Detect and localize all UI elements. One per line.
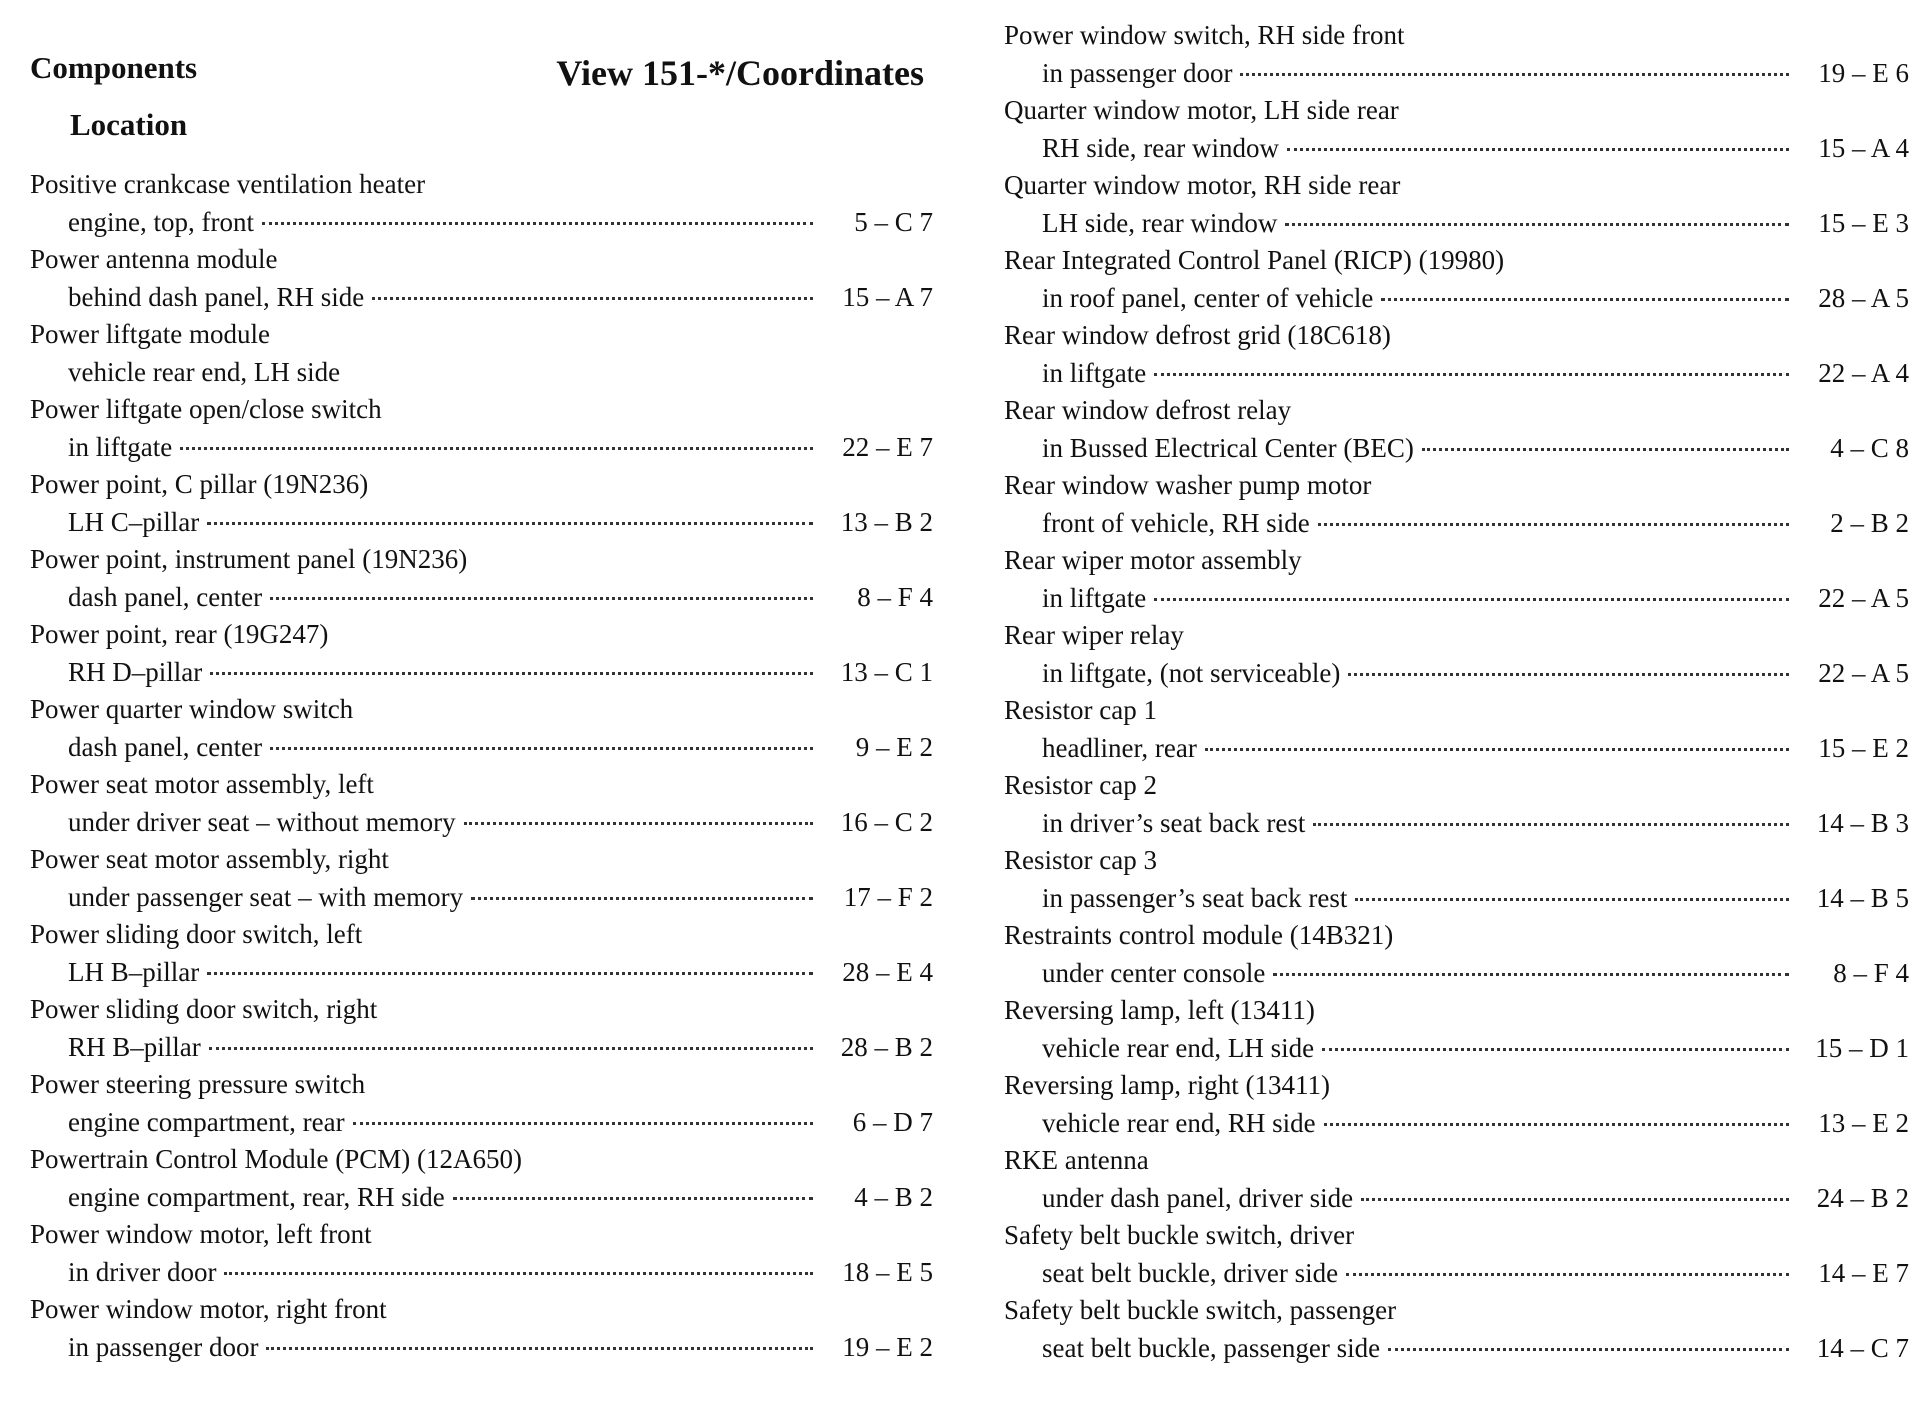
- component-location-row: [1004, 505, 1909, 543]
- component-location-row: [1004, 1030, 1909, 1068]
- component-entry: [30, 1066, 933, 1141]
- component-location-row: [1004, 1105, 1909, 1143]
- component-coordinate: 8 – F 4: [857, 581, 933, 612]
- component-location-row: [30, 1029, 933, 1067]
- component-location-row: [1004, 655, 1909, 693]
- component-location-row: [30, 504, 933, 542]
- component-location: RH side, rear window: [1042, 132, 1279, 163]
- component-coordinate: 13 – B 2: [840, 506, 933, 537]
- component-location: LH side, rear window: [1042, 207, 1278, 238]
- header-components: Components: [30, 50, 198, 85]
- component-name: Power liftgate open/close switch: [30, 394, 382, 424]
- component-name: Positive crankcase ventilation heater: [30, 169, 426, 199]
- component-coordinate: 22 – A 5: [1818, 582, 1909, 613]
- component-name: Power liftgate module: [30, 319, 270, 349]
- component-entry: [1004, 842, 1909, 917]
- component-entry: [1004, 692, 1909, 767]
- component-name: Power point, C pillar (19N236): [30, 469, 369, 499]
- dot-leader: [266, 1347, 813, 1350]
- component-location-row: [30, 204, 933, 242]
- component-entry: [1004, 1217, 1909, 1292]
- component-entry: [30, 166, 933, 241]
- component-entry: [1004, 467, 1909, 542]
- dot-leader: [353, 1122, 813, 1125]
- component-location: vehicle rear end, LH side: [1042, 1032, 1315, 1063]
- component-coordinate: 24 – B 2: [1816, 1182, 1909, 1213]
- component-entry: [1004, 392, 1909, 467]
- component-location: headliner, rear: [1042, 732, 1197, 763]
- component-entry: [30, 1141, 933, 1216]
- component-location: RH D–pillar: [68, 656, 203, 687]
- component-entry: [30, 541, 933, 616]
- component-location: in passenger’s seat back rest: [1042, 882, 1348, 913]
- right-column: [1004, 17, 1909, 1367]
- component-coordinate: 22 – A 4: [1818, 357, 1909, 388]
- component-entry: [1004, 167, 1909, 242]
- dot-leader: [1355, 898, 1789, 901]
- component-location-row: [1004, 280, 1909, 318]
- dot-leader: [372, 297, 813, 300]
- component-name: RKE antenna: [1004, 1145, 1149, 1175]
- component-entry: [30, 316, 933, 391]
- component-coordinate: 15 – E 2: [1818, 732, 1909, 763]
- component-coordinate: 14 – B 5: [1816, 882, 1909, 913]
- component-entry: [30, 766, 933, 841]
- component-coordinate: 22 – E 7: [842, 431, 933, 462]
- dot-leader: [1313, 823, 1789, 826]
- dot-leader: [1361, 1198, 1789, 1201]
- component-location: seat belt buckle, driver side: [1042, 1257, 1339, 1288]
- component-entry: [30, 916, 933, 991]
- component-coordinate: 14 – C 7: [1816, 1332, 1909, 1363]
- header-location: Location: [70, 107, 188, 142]
- component-location: dash panel, center: [68, 581, 263, 612]
- component-name: Power seat motor assembly, left: [30, 769, 374, 799]
- component-location-row: [1004, 880, 1909, 918]
- component-coordinate: 22 – A 5: [1818, 657, 1909, 688]
- component-name: Resistor cap 2: [1004, 770, 1157, 800]
- component-location: vehicle rear end, LH side: [68, 356, 341, 387]
- component-coordinate: 16 – C 2: [840, 806, 933, 837]
- component-location-row: [30, 579, 933, 617]
- component-name: Powertrain Control Module (PCM) (12A650): [30, 1144, 522, 1174]
- component-coordinate: 15 – E 3: [1818, 207, 1909, 238]
- component-location: engine compartment, rear: [68, 1106, 345, 1137]
- dot-leader: [1324, 1123, 1789, 1126]
- dot-leader: [262, 222, 813, 225]
- component-entry: [30, 691, 933, 766]
- component-name: Power window switch, RH side front: [1004, 20, 1405, 50]
- component-name: Resistor cap 1: [1004, 695, 1157, 725]
- component-coordinate: 9 – E 2: [855, 731, 933, 762]
- component-name: Quarter window motor, RH side rear: [1004, 170, 1401, 200]
- component-location: engine, top, front: [68, 206, 254, 237]
- dot-leader: [1422, 448, 1789, 451]
- component-location-row: [30, 954, 933, 992]
- component-name: Power window motor, right front: [30, 1294, 387, 1324]
- component-location: under driver seat – without memory: [68, 806, 456, 837]
- component-location: vehicle rear end, RH side: [1042, 1107, 1316, 1138]
- dot-leader: [1322, 1048, 1789, 1051]
- component-coordinate: 19 – E 2: [842, 1331, 933, 1362]
- dot-leader: [453, 1197, 813, 1200]
- component-location-row: [30, 1179, 933, 1217]
- dot-leader: [1205, 748, 1789, 751]
- component-name: Power point, instrument panel (19N236): [30, 544, 468, 574]
- dot-leader: [1240, 73, 1789, 76]
- component-entry: [1004, 1067, 1909, 1142]
- dot-leader: [1388, 1348, 1789, 1351]
- component-location: in Bussed Electrical Center (BEC): [1042, 432, 1414, 463]
- component-entry: [30, 841, 933, 916]
- component-name: Rear wiper motor assembly: [1004, 545, 1302, 575]
- component-location: dash panel, center: [68, 731, 263, 762]
- component-name: Reversing lamp, right (13411): [1004, 1070, 1330, 1100]
- dot-leader: [270, 597, 813, 600]
- left-column: [30, 166, 933, 1366]
- component-location: engine compartment, rear, RH side: [68, 1181, 445, 1212]
- component-coordinate: 14 – E 7: [1818, 1257, 1909, 1288]
- component-location: under passenger seat – with memory: [68, 881, 464, 912]
- component-location-row: [30, 1254, 933, 1292]
- component-location: in driver’s seat back rest: [1042, 807, 1306, 838]
- dot-leader: [1154, 598, 1789, 601]
- header-view-coordinates: View 151-*/Coordinates: [556, 53, 924, 93]
- dot-leader: [1346, 1273, 1789, 1276]
- component-location: in passenger door: [68, 1331, 259, 1362]
- component-coordinate: 28 – E 4: [842, 956, 933, 987]
- component-entry: [1004, 542, 1909, 617]
- dot-leader: [1154, 373, 1789, 376]
- component-location: seat belt buckle, passenger side: [1042, 1332, 1381, 1363]
- component-location-row: [1004, 730, 1909, 768]
- component-name: Power seat motor assembly, right: [30, 844, 389, 874]
- component-name: Power antenna module: [30, 244, 278, 274]
- dot-leader: [1348, 673, 1789, 676]
- component-name: Rear window defrost grid (18C618): [1004, 320, 1391, 350]
- component-name: Rear window washer pump motor: [1004, 470, 1372, 500]
- component-entry: [30, 241, 933, 316]
- component-location-row: [30, 804, 933, 842]
- component-name: Safety belt buckle switch, driver: [1004, 1220, 1355, 1250]
- component-entry: [30, 466, 933, 541]
- component-location-row: [1004, 55, 1909, 93]
- component-location-row: [30, 279, 933, 317]
- component-coordinate: 4 – B 2: [854, 1181, 933, 1212]
- component-entry: [1004, 92, 1909, 167]
- component-location-row: [1004, 805, 1909, 843]
- component-coordinate: 17 – F 2: [843, 881, 933, 912]
- component-name: Safety belt buckle switch, passenger: [1004, 1295, 1397, 1325]
- component-location: in liftgate, (not serviceable): [1042, 657, 1341, 688]
- component-entry: [30, 1291, 933, 1366]
- dot-leader: [471, 897, 813, 900]
- component-name: Rear Integrated Control Panel (RICP) (19980): [1004, 245, 1505, 275]
- component-location: LH B–pillar: [68, 956, 200, 987]
- component-name: Resistor cap 3: [1004, 845, 1157, 875]
- dot-leader: [210, 672, 813, 675]
- component-location-row: [1004, 1330, 1909, 1368]
- component-entry: [1004, 1142, 1909, 1217]
- component-location-row: [30, 879, 933, 917]
- component-location: under dash panel, driver side: [1042, 1182, 1354, 1213]
- component-location-row: [1004, 580, 1909, 618]
- component-entry: [1004, 767, 1909, 842]
- component-coordinate: 28 – A 5: [1818, 282, 1909, 313]
- component-coordinate: 13 – C 1: [840, 656, 933, 687]
- component-location-row: [1004, 430, 1909, 468]
- component-location: under center console: [1042, 957, 1266, 988]
- component-location: in liftgate: [1042, 357, 1147, 388]
- dot-leader: [207, 522, 813, 525]
- dot-leader: [209, 1047, 813, 1050]
- dot-leader: [1318, 523, 1789, 526]
- dot-leader: [1381, 298, 1789, 301]
- component-name: Power window motor, left front: [30, 1219, 372, 1249]
- component-location: front of vehicle, RH side: [1042, 507, 1310, 538]
- component-name: Rear window defrost relay: [1004, 395, 1292, 425]
- component-name: Power quarter window switch: [30, 694, 354, 724]
- dot-leader: [1273, 973, 1789, 976]
- component-location-row: [1004, 1255, 1909, 1293]
- component-location-row: [1004, 355, 1909, 393]
- dot-leader: [464, 822, 813, 825]
- component-coordinate: 14 – B 3: [1816, 807, 1909, 838]
- component-location: in passenger door: [1042, 57, 1233, 88]
- component-coordinate: 19 – E 6: [1818, 57, 1909, 88]
- component-coordinate: 15 – D 1: [1815, 1032, 1909, 1063]
- component-entry: [1004, 1292, 1909, 1367]
- component-location-row: [30, 729, 933, 767]
- component-location-row: [30, 1104, 933, 1142]
- dot-leader: [270, 747, 813, 750]
- component-name: Power point, rear (19G247): [30, 619, 329, 649]
- component-name: Quarter window motor, LH side rear: [1004, 95, 1399, 125]
- component-coordinate: 28 – B 2: [840, 1031, 933, 1062]
- dot-leader: [1287, 148, 1789, 151]
- component-location-row: [1004, 955, 1909, 993]
- component-location: in liftgate: [68, 431, 173, 462]
- component-location-row: [30, 354, 933, 392]
- component-coordinate: 6 – D 7: [852, 1106, 933, 1137]
- component-name: Power steering pressure switch: [30, 1069, 366, 1099]
- component-entry: [30, 391, 933, 466]
- component-location-row: [30, 1329, 933, 1367]
- component-location-row: [1004, 205, 1909, 243]
- component-name: Power sliding door switch, right: [30, 994, 378, 1024]
- component-coordinate: 4 – C 8: [1830, 432, 1909, 463]
- component-location: in driver door: [68, 1256, 217, 1287]
- component-name: Rear wiper relay: [1004, 620, 1184, 650]
- component-entry: [30, 991, 933, 1066]
- component-entry: [30, 1216, 933, 1291]
- component-location: in roof panel, center of vehicle: [1042, 282, 1374, 313]
- component-entry: [30, 616, 933, 691]
- component-entry: [1004, 992, 1909, 1067]
- component-coordinate: 2 – B 2: [1830, 507, 1909, 538]
- dot-leader: [1285, 223, 1789, 226]
- dot-leader: [180, 447, 813, 450]
- component-location: LH C–pillar: [68, 506, 200, 537]
- component-location-row: [30, 654, 933, 692]
- component-name: Restraints control module (14B321): [1004, 920, 1394, 950]
- component-coordinate: 15 – A 7: [842, 281, 933, 312]
- component-location-row: [1004, 130, 1909, 168]
- component-name: Power sliding door switch, left: [30, 919, 363, 949]
- component-entry: [1004, 917, 1909, 992]
- component-coordinate: 5 – C 7: [854, 206, 933, 237]
- component-entry: [1004, 242, 1909, 317]
- dot-leader: [224, 1272, 813, 1275]
- component-location: RH B–pillar: [68, 1031, 201, 1062]
- component-coordinate: 15 – A 4: [1818, 132, 1909, 163]
- component-entry: [1004, 17, 1909, 92]
- component-name: Reversing lamp, left (13411): [1004, 995, 1315, 1025]
- dot-leader: [207, 972, 813, 975]
- component-coordinate: 18 – E 5: [842, 1256, 933, 1287]
- component-location: behind dash panel, RH side: [68, 281, 365, 312]
- component-location-row: [1004, 1180, 1909, 1218]
- component-location-row: [30, 429, 933, 467]
- component-entry: [1004, 617, 1909, 692]
- component-entry: [1004, 317, 1909, 392]
- component-location: in liftgate: [1042, 582, 1147, 613]
- component-coordinate: 8 – F 4: [1833, 957, 1909, 988]
- component-coordinate: 13 – E 2: [1818, 1107, 1909, 1138]
